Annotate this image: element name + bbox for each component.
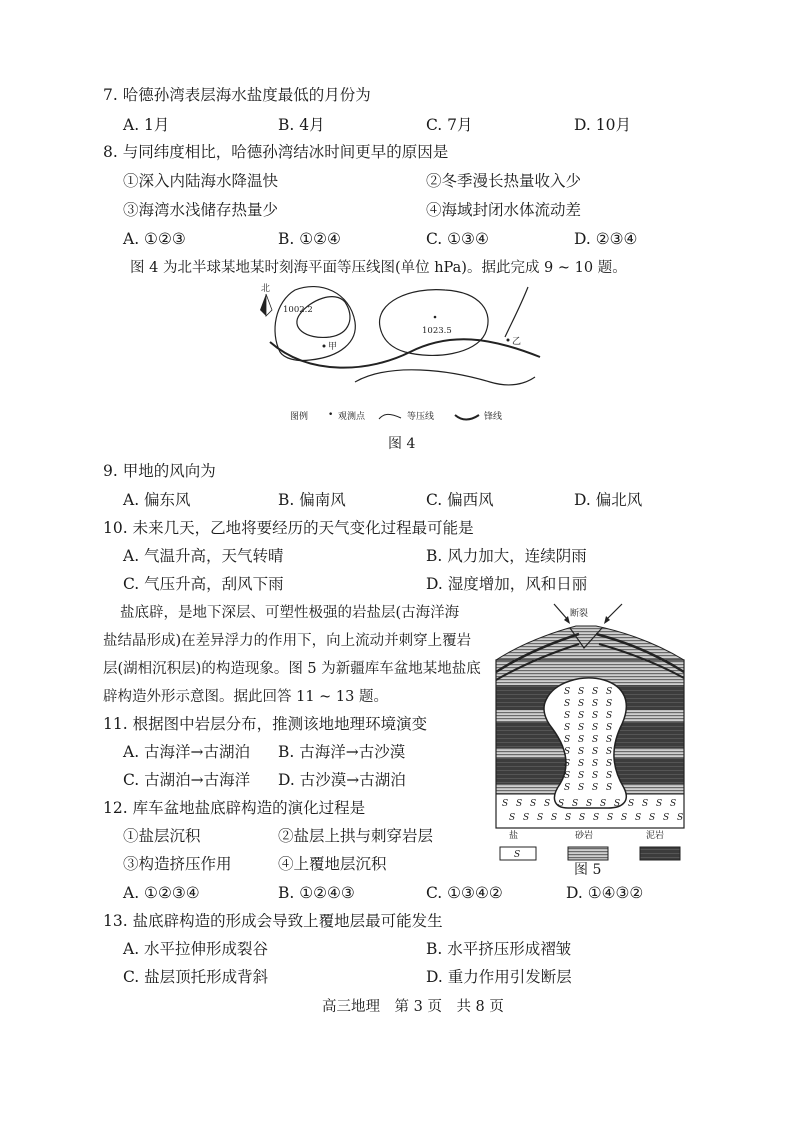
salt-symbol-mark: S: [592, 747, 599, 757]
salt-symbol-mark: S: [564, 771, 571, 781]
q12-option-d: D. ①④③②: [566, 884, 644, 902]
q12-option-c: C. ①③④②: [426, 884, 503, 902]
passage-line-1: 盐底辟，是地下深层、可塑性极强的岩盐层(古海洋海: [120, 605, 460, 621]
q11-option-d: D. 古沙漠→古湖泊: [278, 771, 406, 789]
salt-symbol-mark: S: [677, 813, 684, 823]
salt-symbol-mark: S: [606, 735, 613, 745]
pressure-label-low: 1002.2: [283, 305, 313, 315]
legend-front: 锋线: [484, 412, 503, 422]
isobar-lower: [355, 370, 535, 385]
salt-symbol-mark: S: [572, 799, 579, 809]
salt-symbol-mark: S: [606, 699, 613, 709]
salt-symbol-mark: S: [649, 813, 656, 823]
q8-item-3: ③海湾水浅储存热量少: [123, 201, 279, 219]
q7-option-a: A. 1月: [123, 116, 170, 134]
q11-option-a: A. 古海洋→古湖泊: [123, 743, 251, 761]
salt-symbol-mark: S: [578, 687, 585, 697]
q12-option-a: A. ①②③④: [123, 884, 200, 902]
q10-option-d: D. 湿度增加，风和日丽: [426, 575, 588, 593]
q7-option-d: D. 10月: [574, 116, 631, 134]
north-label: 北: [261, 284, 271, 294]
salt-symbol-mark: S: [564, 723, 571, 733]
fault-label: 断裂: [570, 609, 589, 619]
salt-symbol-mark: S: [578, 699, 585, 709]
salt-symbol-mark: S: [642, 799, 649, 809]
salt-symbol-mark: S: [558, 799, 565, 809]
salt-symbol-mark: S: [592, 735, 599, 745]
passage-line-3: 层(湖相沉积层)的构造现象。图 5 为新疆库车盆地某地盐底: [103, 661, 481, 677]
salt-symbol-mark: S: [670, 799, 677, 809]
q8-option-a: A. ①②③: [123, 230, 186, 248]
figure-5-salt-diapir: [484, 598, 696, 832]
front-line: [270, 339, 540, 367]
q7-option-b: B. 4月: [278, 116, 325, 134]
q9-option-a: A. 偏东风: [123, 491, 191, 509]
salt-symbol-mark: S: [564, 783, 571, 793]
isobar-outer-low: [275, 287, 355, 361]
page-footer: 高三地理 第 3 页 共 8 页: [322, 999, 504, 1015]
salt-symbol-mark: S: [600, 799, 607, 809]
q11-option-b: B. 古海洋→古沙漠: [278, 743, 406, 761]
q13-option-d: D. 重力作用引发断层: [426, 968, 572, 986]
salt-symbol-mark: S: [578, 783, 585, 793]
salt-symbol-mark: S: [663, 813, 670, 823]
legend-salt: 盐: [509, 831, 519, 841]
salt-symbol-mark: S: [551, 813, 558, 823]
salt-symbol-mark: S: [656, 799, 663, 809]
q7-stem: 7. 哈德孙湾表层海水盐度最低的月份为: [103, 86, 371, 104]
legend-point: 观测点: [338, 412, 366, 422]
q8-item-4: ④海域封闭水体流动差: [426, 201, 582, 219]
passage-line-4: 辟构造外形示意图。据此回答 11 ~ 13 题。: [103, 689, 388, 705]
salt-symbol-mark: S: [606, 747, 613, 757]
legend-isobar: 等压线: [407, 412, 435, 422]
salt-symbol-mark: S: [578, 711, 585, 721]
salt-symbol-mark: S: [606, 759, 613, 769]
passage-line-2: 盐结晶形成)在差异浮力的作用下，向上流动并刺穿上覆岩: [103, 633, 472, 649]
station-jia-point: [323, 345, 326, 348]
salt-symbol-mark: S: [564, 747, 571, 757]
salt-symbol-mark: S: [578, 735, 585, 745]
legend-front-icon: [454, 413, 480, 421]
salt-symbol-mark: S: [578, 747, 585, 757]
salt-symbol-mark: S: [606, 687, 613, 697]
salt-symbol-mark: S: [592, 723, 599, 733]
salt-symbol-mark: S: [593, 813, 600, 823]
fig4-intro: 图 4 为北半球某地某时刻海平面等压线图(单位 hPa)。据此完成 9 ~ 10 题。: [130, 260, 627, 276]
north-arrow: [260, 294, 272, 316]
salt-symbol-mark: S: [564, 699, 571, 709]
legend-isobar-icon: [378, 413, 402, 421]
legend-salt-symbol: S: [514, 850, 521, 860]
station-jia-label: 甲: [328, 342, 338, 352]
salt-symbol-mark: S: [579, 813, 586, 823]
isobar-right: [505, 287, 528, 337]
salt-symbol-mark: S: [502, 799, 509, 809]
salt-symbol-mark: S: [606, 771, 613, 781]
q12-item-1: ①盐层沉积: [123, 827, 201, 845]
salt-symbol-mark: S: [564, 759, 571, 769]
q8-stem: 8. 与同纬度相比，哈德孙湾结冰时间更早的原因是: [103, 143, 449, 161]
q13-option-c: C. 盐层顶托形成背斜: [123, 968, 269, 986]
q10-option-b: B. 风力加大，连续阴雨: [426, 547, 587, 565]
legend-mudstone: 泥岩: [646, 831, 665, 841]
legend-sandstone: 砂岩: [575, 831, 594, 841]
q12-item-4: ④上覆地层沉积: [278, 855, 387, 873]
salt-symbol-mark: S: [578, 759, 585, 769]
q8-item-1: ①深入内陆海水降温快: [123, 172, 279, 190]
q8-option-b: B. ①②④: [278, 230, 341, 248]
q8-option-c: C. ①③④: [426, 230, 489, 248]
salt-symbol-mark: S: [635, 813, 642, 823]
salt-symbol-mark: S: [544, 799, 551, 809]
salt-symbol-mark: S: [606, 723, 613, 733]
salt-symbol-mark: S: [607, 813, 614, 823]
salt-symbol-mark: S: [606, 783, 613, 793]
q10-option-c: C. 气压升高，刮风下雨: [123, 575, 284, 593]
salt-symbol-mark: S: [592, 783, 599, 793]
q12-option-b: B. ①②④③: [278, 884, 355, 902]
q9-option-c: C. 偏西风: [426, 491, 494, 509]
station-yi-point: [507, 339, 510, 342]
figure-4-isobar-map: [250, 282, 550, 412]
salt-symbol-mark: S: [592, 759, 599, 769]
q13-option-b: B. 水平挤压形成褶皱: [426, 940, 572, 958]
salt-symbol-mark: S: [621, 813, 628, 823]
q12-stem: 12. 库车盆地盐底辟构造的演化过程是: [103, 799, 366, 817]
salt-symbol-mark: S: [586, 799, 593, 809]
q12-item-3: ③构造挤压作用: [123, 855, 232, 873]
salt-symbol-mark: S: [564, 735, 571, 745]
salt-symbol-mark: S: [628, 799, 635, 809]
isobar-1002: [297, 297, 350, 338]
q8-item-2: ②冬季漫长热量收入少: [426, 172, 582, 190]
salt-symbol-mark: S: [592, 699, 599, 709]
salt-symbol-mark: S: [606, 711, 613, 721]
legend-title: 图例: [290, 412, 309, 422]
q9-option-b: B. 偏南风: [278, 491, 346, 509]
q13-stem: 13. 盐底辟构造的形成会导致上覆地层最可能发生: [103, 912, 443, 930]
salt-symbol-mark: S: [592, 771, 599, 781]
fig4-caption: 图 4: [388, 436, 416, 452]
salt-symbol-mark: S: [564, 687, 571, 697]
q13-option-a: A. 水平拉伸形成裂谷: [123, 940, 269, 958]
q9-stem: 9. 甲地的风向为: [103, 462, 216, 480]
salt-symbol-mark: S: [614, 799, 621, 809]
salt-symbol-mark: S: [509, 813, 516, 823]
q7-option-c: C. 7月: [426, 116, 473, 134]
q11-stem: 11. 根据图中岩层分布，推测该地地理环境演变: [103, 715, 428, 733]
q12-item-2: ②盐层上拱与刺穿岩层: [278, 827, 434, 845]
q8-option-d: D. ②③④: [574, 230, 638, 248]
q10-stem: 10. 未来几天，乙地将要经历的天气变化过程最可能是: [103, 519, 474, 537]
fig5-caption: 图 5: [574, 862, 602, 878]
salt-symbol-mark: S: [530, 799, 537, 809]
salt-symbol-mark: S: [516, 799, 523, 809]
salt-symbol-mark: S: [578, 771, 585, 781]
q10-option-a: A. 气温升高，天气转晴: [123, 547, 284, 565]
station-yi-label: 乙: [512, 337, 522, 347]
q11-option-c: C. 古湖泊→古海洋: [123, 771, 251, 789]
salt-symbol-mark: S: [523, 813, 530, 823]
salt-symbol-mark: S: [578, 723, 585, 733]
pressure-label-high: 1023.5: [422, 326, 452, 336]
salt-symbol-mark: S: [565, 813, 572, 823]
salt-symbol-mark: S: [592, 687, 599, 697]
fig5-legend-swatches: [490, 845, 690, 863]
isobar-high: [380, 290, 489, 356]
q9-option-d: D. 偏北风: [574, 491, 643, 509]
salt-symbol-mark: S: [592, 711, 599, 721]
salt-symbol-mark: S: [537, 813, 544, 823]
salt-symbol-mark: S: [564, 711, 571, 721]
